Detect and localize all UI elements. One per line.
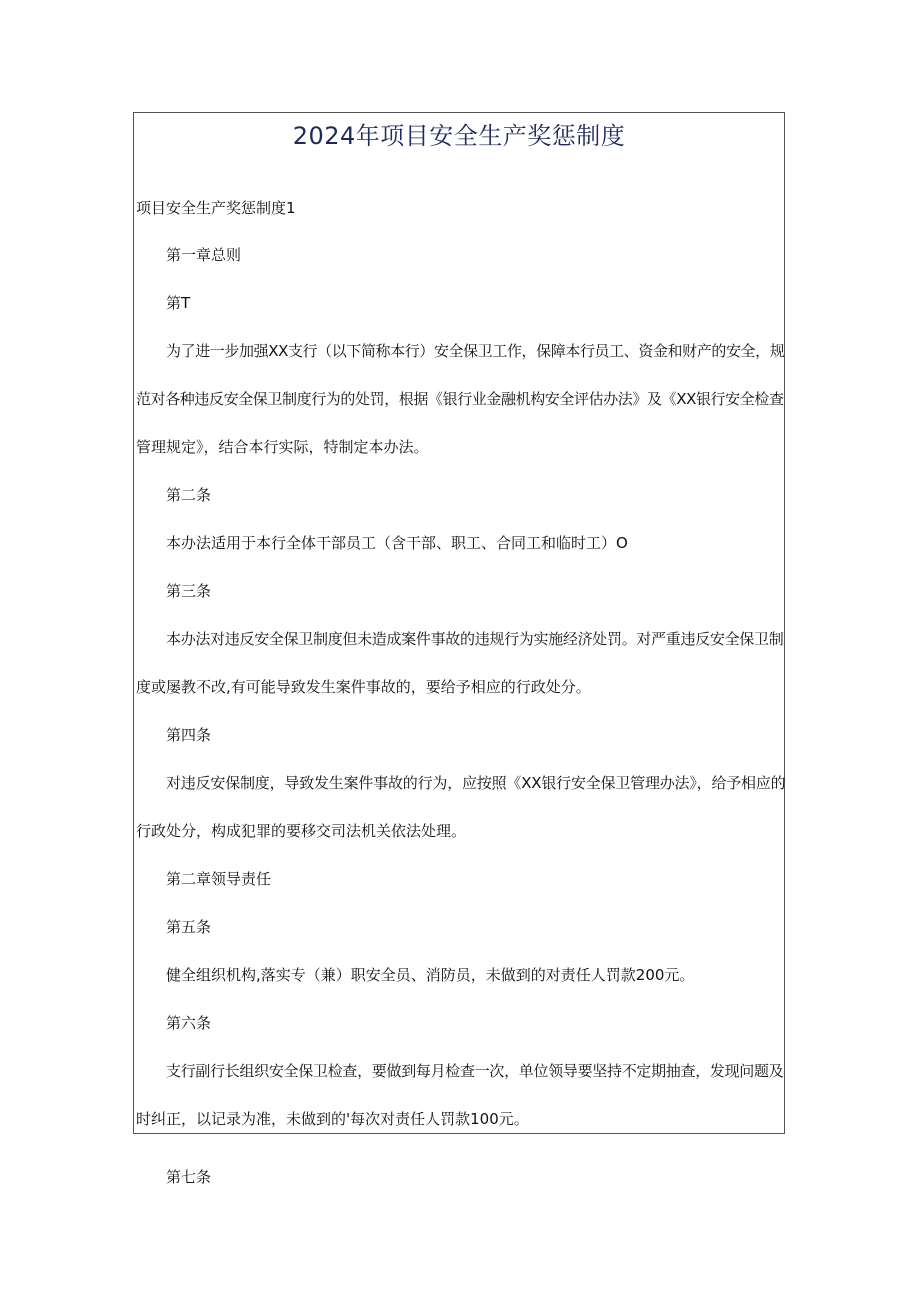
article-1-paragraph-line-2: 范对各种违反安全保卫制度行为的处罚，根据《银行业金融机构安全评估办法》及《XX银行安全检查 (136, 390, 784, 408)
article-2-text: 本办法适用于本行全体干部员工（含干部、职工、合同工和临时工）O (166, 534, 628, 552)
article-3-paragraph-line-2: 度或屡教不改,有可能导致发生案件事故的，要给予相应的行政处分。 (136, 678, 591, 696)
chapter-heading-general: 第一章总则 (166, 246, 242, 264)
article-6-paragraph-line-1: 支行副行长组织安全保卫检查，要做到每月检查一次，单位领导要坚持不定期抽查，发现问题及 (166, 1062, 784, 1080)
article-5-label: 第五条 (166, 918, 212, 936)
article-3-paragraph-line-1: 本办法对违反安全保卫制度但未造成案件事故的违规行为实施经济处罚。对严重违反安全保卫制 (166, 630, 784, 648)
article-4-paragraph-line-2: 行政处分，构成犯罪的要移交司法机关依法处理。 (136, 822, 467, 840)
article-1-label: 第T (166, 294, 191, 312)
article-7-label: 第七条 (166, 1168, 212, 1186)
article-1-paragraph-line-3: 管理规定》，结合本行实际，特制定本办法。 (136, 438, 429, 456)
article-6-label: 第六条 (166, 1014, 212, 1032)
article-1-paragraph-line-1: 为了进一步加强XX支行（以下简称本行）安全保卫工作，保障本行员工、资金和财产的安全，规 (166, 342, 785, 360)
chapter-heading-leadership: 第二章领导责任 (166, 870, 272, 888)
article-3-label: 第三条 (166, 582, 212, 600)
article-4-label: 第四条 (166, 726, 212, 744)
article-4-paragraph-line-1: 对违反安保制度，导致发生案件事故的行为，应按照《XX银行安全保卫管理办法》，给予相应的 (166, 774, 786, 792)
section-subtitle: 项目安全生产奖惩制度1 (136, 199, 296, 217)
article-6-paragraph-line-2: 时纠正，以记录为准，未做到的'每次对责任人罚款100元。 (136, 1110, 529, 1128)
document-title: 2024年项目安全生产奖惩制度 (292, 122, 626, 150)
article-5-text: 健全组织机构,落实专（兼）职安全员、消防员，未做到的对责任人罚款200元。 (166, 966, 695, 984)
article-2-label: 第二条 (166, 486, 212, 504)
